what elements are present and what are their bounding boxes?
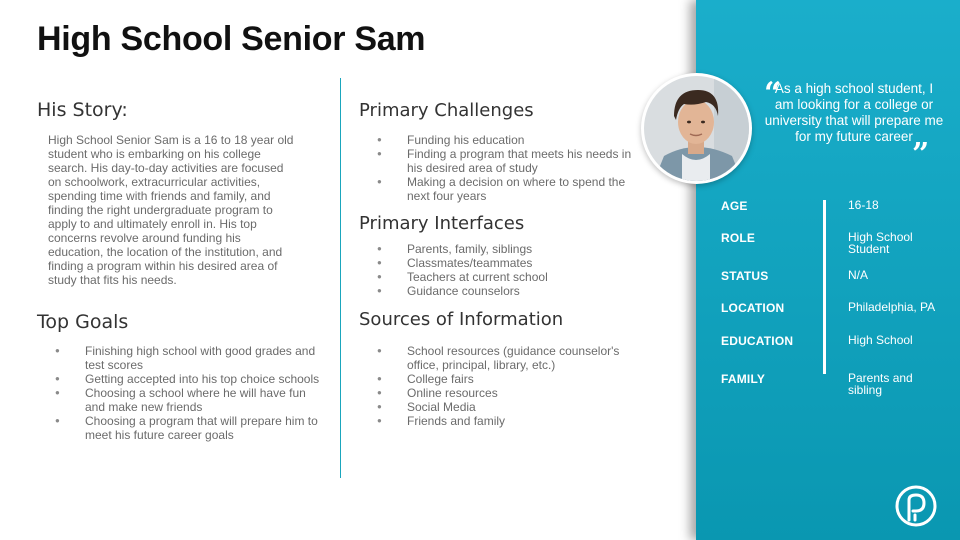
status-value: N/A bbox=[848, 268, 869, 282]
list-item: ● School resources (guidance counselor's office, principal, library, etc.) bbox=[377, 344, 632, 372]
sources-heading: Sources of Information bbox=[359, 309, 564, 330]
family-value: Parents and sibling bbox=[848, 371, 913, 397]
interfaces-list bbox=[377, 242, 637, 298]
interfaces-heading: Primary Interfaces bbox=[359, 213, 525, 234]
page-title: High School Senior Sam bbox=[37, 20, 426, 58]
quote-close-icon: ” bbox=[912, 137, 930, 172]
column-divider bbox=[340, 78, 341, 478]
role-value: High School Student bbox=[848, 230, 913, 256]
list-item: ● Classmates/teammates bbox=[377, 256, 637, 270]
list-item: ● Finishing high school with good grades and test scores bbox=[55, 344, 325, 372]
brand-logo-icon bbox=[894, 484, 938, 528]
location-value: Philadelphia, PA bbox=[848, 300, 936, 314]
story-text: High School Senior Sam is a 16 to 18 year old student who is embarking on his college search. His day-to-day activities are focused on schoolwork, extracurricular activities, spending time with friends and family, and finding the right undergraduate program to apply to and ultimately enroll in. His top concerns revolve around funding his education, the location of the institution, and finding a program within his desired area of study that fits his needs. bbox=[48, 133, 294, 287]
education-label: EDUCATION bbox=[721, 334, 794, 348]
avatar-photo bbox=[644, 76, 749, 181]
list-item: ● Choosing a program that will prepare him to meet his future career goals bbox=[55, 414, 325, 442]
list-item: ● Guidance counselors bbox=[377, 284, 637, 298]
challenges-heading: Primary Challenges bbox=[359, 100, 534, 121]
list-item: ● Parents, family, siblings bbox=[377, 242, 637, 256]
family-label: FAMILY bbox=[721, 372, 766, 386]
role-label: ROLE bbox=[721, 231, 756, 245]
list-item: ● Friends and family bbox=[377, 414, 632, 428]
sources-list bbox=[377, 344, 632, 428]
age-label: AGE bbox=[721, 199, 748, 213]
challenges-list bbox=[377, 133, 637, 203]
list-item: ● Funding his education bbox=[377, 133, 637, 147]
info-divider bbox=[823, 200, 826, 374]
list-item: ● Social Media bbox=[377, 400, 632, 414]
age-value: 16-18 bbox=[848, 198, 879, 212]
list-item: ● Online resources bbox=[377, 386, 632, 400]
list-item: ● Teachers at current school bbox=[377, 270, 637, 284]
avatar bbox=[641, 73, 752, 184]
list-item: ● Getting accepted into his top choice schools bbox=[55, 372, 325, 386]
goals-list bbox=[55, 344, 325, 442]
list-item: ● Finding a program that meets his needs in his desired area of study bbox=[377, 147, 637, 175]
status-label: STATUS bbox=[721, 269, 769, 283]
list-item: ● Choosing a school where he will have fun and make new friends bbox=[55, 386, 325, 414]
quote-open-icon: “ bbox=[764, 76, 782, 111]
persona-quote: As a high school student, I am looking for a college or university that will prepare me for my future career bbox=[764, 81, 944, 144]
location-label: LOCATION bbox=[721, 301, 785, 315]
goals-heading: Top Goals bbox=[37, 311, 129, 333]
list-item: ● Making a decision on where to spend the next four years bbox=[377, 175, 637, 203]
education-value: High School bbox=[848, 333, 913, 347]
story-heading: His Story: bbox=[37, 99, 128, 121]
list-item: ● College fairs bbox=[377, 372, 632, 386]
